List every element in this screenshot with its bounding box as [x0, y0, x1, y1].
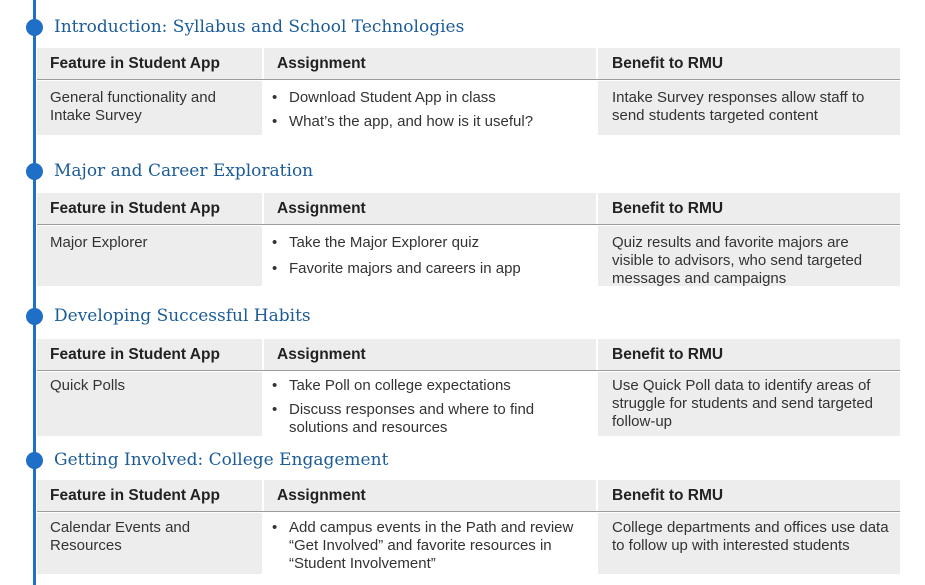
table-header — [37, 193, 900, 225]
benefit-cell — [598, 226, 900, 286]
bullet-icon: • — [272, 89, 278, 106]
assignment-text: Add campus events in the Path and review “Get Involved” and favorite resources in “Student Involvement” — [289, 519, 574, 572]
benefit-cell — [598, 513, 900, 574]
timeline-dot — [26, 308, 43, 325]
section-table — [37, 193, 900, 286]
assignment-cell — [264, 372, 596, 436]
bullet-icon: • — [272, 519, 278, 536]
bullet-icon: • — [272, 401, 278, 418]
assignment-cell — [264, 513, 596, 574]
feature-cell — [37, 81, 262, 135]
section-title: Major and Career Exploration — [54, 161, 314, 181]
assignment-text: Take Poll on college expectations — [289, 377, 511, 394]
header-assignment: Assignment — [264, 480, 596, 511]
benefit-text: Use Quick Poll data to identify areas of struggle for students and send targeted follow-up — [612, 377, 874, 430]
bullet-icon: • — [272, 260, 278, 277]
assignment-cell — [264, 226, 596, 286]
header-assignment: Assignment — [264, 48, 596, 79]
assignment-text: Take the Major Explorer quiz — [289, 234, 480, 251]
bullet-icon: • — [272, 377, 278, 394]
table-header — [37, 480, 900, 512]
assignment-item — [272, 89, 592, 107]
assignment-text: Discuss responses and where to find solutions and resources — [289, 401, 535, 436]
assignment-item — [272, 377, 592, 395]
header-feature: Feature in Student App — [37, 339, 262, 370]
feature-text: Quick Polls — [50, 377, 126, 394]
benefit-text: Quiz results and favorite majors are visible to advisors, who send targeted messages and campaigns — [612, 234, 863, 287]
section-title: Developing Successful Habits — [54, 306, 311, 326]
timeline-dot — [26, 452, 43, 469]
feature-cell — [37, 372, 262, 436]
section-title: Introduction: Syllabus and School Technologies — [54, 17, 465, 37]
assignment-item — [272, 113, 592, 131]
assignment-list — [272, 234, 592, 284]
assignment-list — [272, 89, 592, 137]
feature-text: General functionality and Intake Survey — [50, 89, 216, 124]
feature-text: Major Explorer — [50, 234, 148, 251]
header-assignment: Assignment — [264, 193, 596, 224]
benefit-cell — [598, 81, 900, 135]
section-table — [37, 480, 900, 575]
benefit-cell — [598, 372, 900, 436]
bullet-icon: • — [272, 113, 278, 130]
header-feature: Feature in Student App — [37, 480, 262, 511]
header-assignment: Assignment — [264, 339, 596, 370]
benefit-text: Intake Survey responses allow staff to send students targeted content — [612, 89, 865, 124]
assignment-text: Download Student App in class — [289, 89, 496, 106]
table-header — [37, 48, 900, 80]
feature-cell — [37, 226, 262, 286]
header-feature: Feature in Student App — [37, 48, 262, 79]
assignment-text: What’s the app, and how is it useful? — [289, 113, 534, 130]
benefit-text: College departments and offices use data to follow up with interested students — [612, 519, 889, 554]
section-table — [37, 48, 900, 135]
feature-text: Calendar Events and Resources — [50, 519, 191, 554]
assignment-text: Favorite majors and careers in app — [289, 260, 521, 277]
assignment-item — [272, 260, 592, 278]
header-divider — [37, 224, 900, 225]
section-table — [37, 339, 900, 436]
header-divider — [37, 511, 900, 512]
feature-cell — [37, 513, 262, 574]
assignment-list — [272, 519, 592, 579]
header-feature: Feature in Student App — [37, 193, 262, 224]
bullet-icon: • — [272, 234, 278, 251]
assignment-list — [272, 377, 592, 443]
section-title: Getting Involved: College Engagement — [54, 450, 389, 470]
timeline-dot — [26, 163, 43, 180]
assignment-item — [272, 401, 592, 437]
header-benefit: Benefit to RMU — [598, 339, 900, 370]
header-benefit: Benefit to RMU — [598, 48, 900, 79]
timeline-dot — [26, 19, 43, 36]
timeline-line — [33, 0, 36, 585]
header-benefit: Benefit to RMU — [598, 480, 900, 511]
header-benefit: Benefit to RMU — [598, 193, 900, 224]
header-divider — [37, 370, 900, 371]
assignment-cell — [264, 81, 596, 135]
table-header — [37, 339, 900, 371]
assignment-item — [272, 234, 592, 252]
header-divider — [37, 79, 900, 80]
assignment-item — [272, 519, 592, 573]
